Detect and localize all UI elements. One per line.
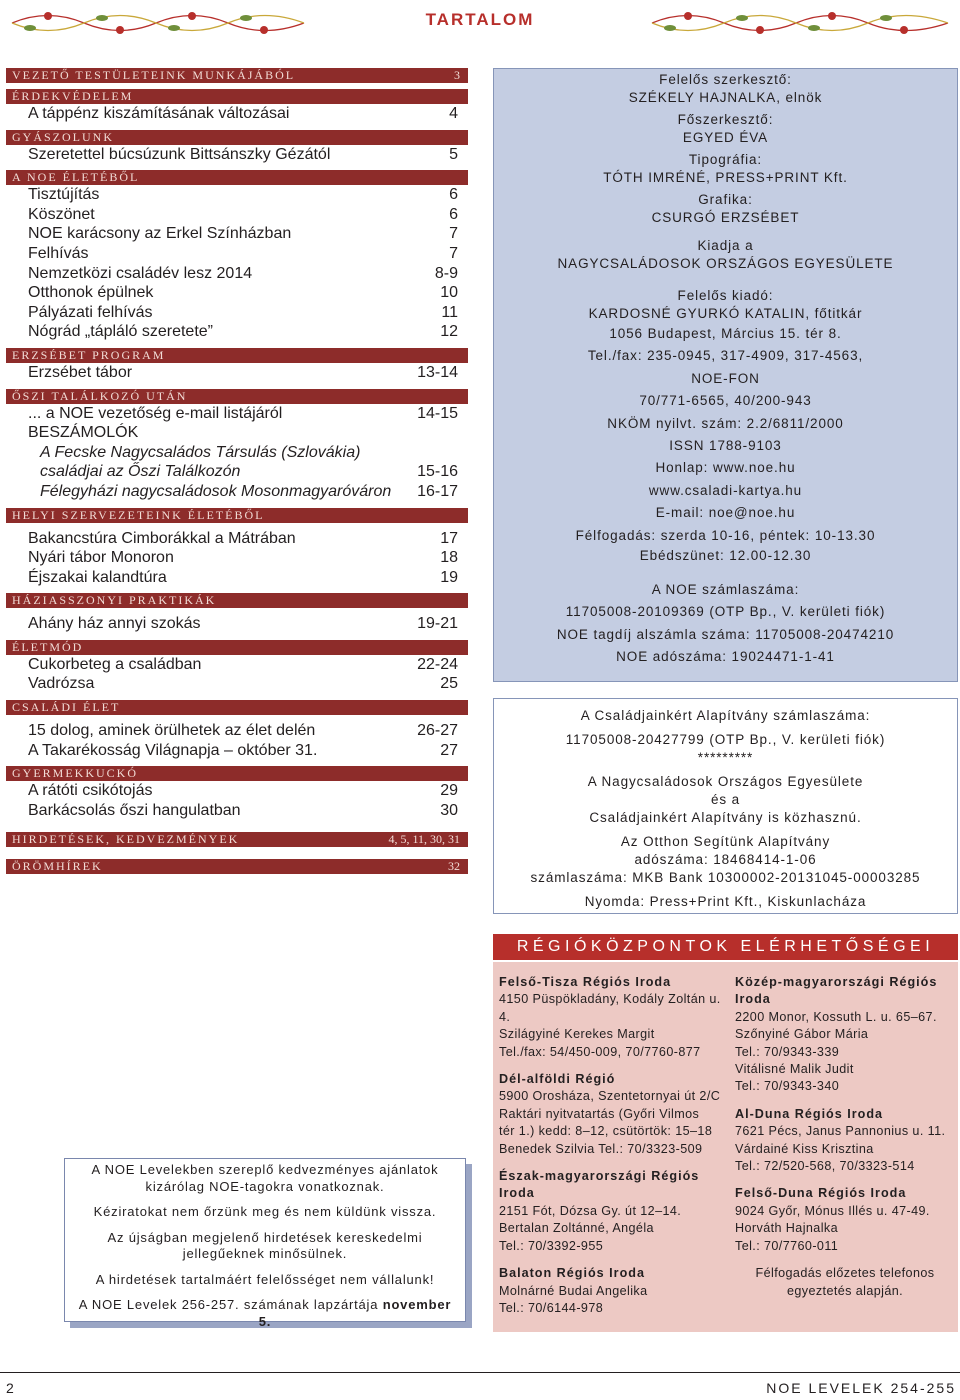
item-title: ... a NOE vezetőség e-mail listájáról (28, 404, 283, 422)
item-title: Nyári tábor Monoron (28, 549, 174, 567)
item-title: A táppénz kiszámításának változásai (28, 105, 290, 122)
info-line: Nyomda: Press+Print Kft., Kiskunlacháza (584, 894, 867, 909)
floral-ornament-left (8, 6, 308, 40)
toc-item[interactable] (6, 482, 468, 502)
info-line: és a (710, 792, 741, 807)
item-page: 11 (441, 303, 458, 321)
info-line: CSURGÓ ERZSÉBET (651, 210, 800, 225)
item-title: A rátóti csikótojás (28, 782, 153, 800)
regional-office (499, 1168, 725, 1255)
office-line: Tel./fax: 54/450-009, 70/7760-877 (499, 1044, 701, 1059)
regional-offices-box (493, 962, 958, 1332)
item-title: Felhívás (28, 244, 89, 262)
info-line: 11705008-20427799 (OTP Bp., V. kerületi fiók) (565, 732, 886, 747)
page-title: TARTALOM (425, 10, 535, 29)
office-line: Tel.: 70/3392-955 (499, 1238, 604, 1253)
toc-item[interactable] (6, 264, 468, 284)
toc-item[interactable] (6, 655, 468, 675)
section-title: HELYI SZERVEZETEINK ÉLETÉBŐL (12, 507, 265, 522)
toc-section[interactable] (6, 859, 468, 874)
info-line: NOE tagdíj alszámla száma: 11705008-20474210 (556, 626, 895, 642)
office-name: Felső-Duna Régiós Iroda (735, 1186, 907, 1201)
item-page: 7 (449, 244, 458, 262)
office-line: Vitálisné Malik Judit (735, 1062, 854, 1077)
floral-ornament-right (648, 6, 952, 40)
item-title: Köszönet (28, 205, 95, 223)
notice-text: Kéziratokat nem őrzünk meg és nem küldünk vissza. (93, 1204, 437, 1219)
item-page: 19 (440, 568, 458, 586)
info-line: Az Otthon Segítünk Alapítvány (620, 834, 831, 849)
publication-name: NOE LEVELEK 254-255 (766, 1380, 956, 1396)
info-line: Tel./fax: 235-0945, 317-4909, 317-4563, (587, 348, 864, 364)
item-page: 16-17 (417, 482, 458, 500)
office-line: Tel.: 72/520-568, 70/3323-514 (735, 1159, 915, 1174)
item-page: 17 (440, 529, 458, 547)
regional-office (499, 1071, 725, 1158)
info-line: www.csaladi-kartya.hu (648, 482, 803, 498)
toc-item[interactable] (6, 443, 468, 463)
item-page: 5 (449, 145, 458, 163)
regional-offices-title: RÉGIÓKÖZPONTOK ELÉRHETŐSÉGEI (493, 934, 958, 960)
item-title: Vadrózsa (28, 675, 95, 693)
section-title: HÁZIASSZONYI PRAKTIKÁK (12, 593, 217, 608)
office-line: 2151 Fót, Dózsa Gy. út 12–14. (499, 1203, 682, 1218)
item-title: Bakancstúra Cimborákkal a Mátrában (28, 529, 296, 547)
item-page: 19-21 (417, 615, 458, 633)
info-line: SZÉKELY HAJNALKA, elnök (628, 90, 823, 105)
toc-item[interactable] (6, 145, 468, 165)
office-line: Raktári nyitvatartás (Győri Vilmos (499, 1106, 700, 1121)
toc-item[interactable] (6, 322, 468, 342)
toc-section[interactable] (6, 89, 468, 104)
info-line: TÓTH IMRÉNÉ, PRESS+PRINT Kft. (603, 170, 848, 185)
toc-item[interactable] (6, 205, 468, 225)
info-line: Ebédszünet: 12.00-12.30 (639, 548, 812, 564)
editorial-info-box (493, 68, 958, 682)
section-title: CSALÁDI ÉLET (12, 700, 121, 715)
item-page: 13-14 (417, 363, 458, 381)
toc-item[interactable] (6, 614, 468, 634)
section-page: 32 (448, 859, 460, 874)
toc-item[interactable] (6, 781, 468, 801)
info-line: Tipográfia: (688, 152, 763, 167)
office-line: 2200 Monor, Kossuth L. u. 65–67. (735, 1009, 937, 1024)
notice-text: Az újságban megjelenő hirdetések kereskedelmi jellegűeknek minősülnek. (107, 1229, 423, 1261)
item-page: 26-27 (417, 722, 458, 740)
toc-item[interactable] (6, 283, 468, 303)
toc-item[interactable] (6, 548, 468, 568)
office-line: Bertalan Zoltánné, Angéla (499, 1221, 654, 1236)
section-page: 3 (454, 68, 460, 82)
section-title: GYÁSZOLUNK (12, 129, 114, 144)
office-name: Felső-Tisza Régiós Iroda (499, 975, 672, 989)
section-title: ŐSZI TALÁLKOZÓ UTÁN (12, 388, 188, 403)
item-title: Pályázati felhívás (28, 303, 153, 321)
toc-item[interactable] (6, 423, 468, 443)
info-line: NOE adószáma: 19024471-1-41 (616, 649, 835, 665)
info-line: Felelős kiadó: (677, 288, 774, 303)
regional-column-right (735, 974, 955, 1300)
info-line: NOE-FON (691, 370, 760, 386)
item-title: Szeretettel búcsúzunk Bittsánszky Gézától (28, 145, 331, 163)
office-name: Balaton Régiós Iroda (499, 1266, 645, 1281)
info-line: E-mail: noe@noe.hu (655, 505, 796, 521)
regional-office (735, 1106, 955, 1176)
office-line: Benedek Szilvia Tel.: 70/3323-509 (499, 1141, 703, 1156)
info-line: A Nagycsaládosok Országos Egyesülete (587, 774, 864, 789)
item-title: Erzsébet tábor (28, 363, 133, 381)
toc-item[interactable] (6, 462, 468, 482)
info-line: Felelős szerkesztő: (659, 72, 792, 87)
regional-office (499, 1265, 725, 1317)
info-line: NKÖM nyilvt. szám: 2.2/6811/2000 (607, 415, 844, 431)
section-title: ERZSÉBET PROGRAM (12, 347, 166, 362)
office-line: Tel.: 70/9343-340 (735, 1079, 840, 1094)
item-title: családjai az Őszi Találkozón (40, 463, 241, 481)
toc-section[interactable] (6, 389, 468, 404)
office-line: Tel.: 70/7760-011 (735, 1238, 839, 1253)
toc-section[interactable] (6, 170, 468, 185)
foundation-info-box (493, 698, 958, 914)
item-title: NOE karácsony az Erkel Színházban (28, 225, 292, 243)
item-page: 18 (440, 549, 458, 567)
page-number: 2 (6, 1380, 14, 1396)
section-title: ÉRDEKVÉDELEM (12, 89, 134, 103)
office-name: Dél-alföldi Régió (499, 1072, 616, 1087)
office-line: 7621 Pécs, Janus Pannonius u. 11. (735, 1124, 946, 1139)
regional-column-left (499, 974, 725, 1327)
item-title: Nógrád „tápláló szeretete” (28, 323, 213, 341)
info-line: KARDOSNÉ GYURKÓ KATALIN, főtitkár (588, 306, 863, 321)
item-title: A Takarékosság Világnapja – október 31. (28, 741, 318, 759)
info-line: NAGYCSALÁDOSOK ORSZÁGOS EGYESÜLETE (557, 256, 894, 271)
deadline-prefix: A NOE Levelek 256-257. számának lapzártája (78, 1297, 379, 1312)
info-line: A Családjainkért Alapítvány számlaszáma: (580, 708, 871, 723)
toc-section[interactable] (6, 832, 468, 847)
notice-box (64, 1158, 466, 1329)
office-line: 5900 Orosháza, Szentetornyai út 2/C (499, 1089, 721, 1104)
toc-item[interactable] (6, 303, 468, 323)
toc-section[interactable] (6, 766, 468, 781)
info-line: Kiadja a (697, 238, 754, 253)
item-title: 15 dolog, aminek örülhetek az élet delén (28, 722, 316, 740)
info-line: adószáma: 18468414-1-06 (634, 852, 817, 867)
item-title: BESZÁMOLÓK (28, 424, 139, 442)
item-page: 7 (449, 225, 458, 243)
toc-item[interactable] (6, 224, 468, 244)
deadline-date: november 5. (258, 1297, 452, 1329)
office-line: tér 1.) kedd: 8–12, csütörtök: 15–18 (499, 1124, 713, 1139)
toc-item[interactable] (6, 721, 468, 741)
toc-section[interactable] (6, 130, 468, 145)
office-line: Molnárné Budai Angelika (499, 1283, 648, 1298)
section-title: ÉLETMÓD (12, 639, 84, 654)
table-of-contents (6, 68, 468, 874)
office-line: Szőnyiné Gábor Mária (735, 1027, 869, 1042)
office-line: Várdainé Kiss Krisztina (735, 1141, 874, 1156)
office-line: Tel.: 70/6144-978 (499, 1300, 604, 1315)
item-page: 14-15 (417, 404, 458, 422)
toc-item[interactable] (6, 801, 468, 821)
item-page: 8-9 (434, 264, 458, 282)
notice-text: A hirdetések tartalmáért felelősséget nem vállalunk! (95, 1271, 435, 1287)
toc-item[interactable] (6, 529, 468, 549)
item-title: Tisztújítás (28, 186, 100, 204)
office-name: Közép-magyarországi Régiós Iroda (735, 975, 938, 1007)
office-line: 9024 Győr, Mónus Illés u. 47-49. (735, 1203, 930, 1218)
section-page: 4, 5, 11, 30, 31 (388, 832, 460, 847)
toc-item[interactable] (6, 674, 468, 694)
office-line: Szilágyiné Kerekes Margit (499, 1027, 655, 1042)
info-line: ISSN 1788-9103 (669, 438, 782, 454)
toc-section[interactable] (6, 508, 468, 523)
item-page: 25 (440, 675, 458, 693)
toc-item[interactable] (6, 104, 468, 124)
item-title: A Fecske Nagycsaládos Társulás (Szlovákia) (40, 443, 361, 461)
info-line: Családjainkért Alapítvány is közhasznú. (589, 810, 862, 825)
office-line: 4150 Püspökladány, Kodály Zoltán u. 4. (499, 992, 721, 1024)
item-title: Cukorbeteg a családban (28, 655, 202, 673)
office-hours-note: Félfogadás előzetes telefonos egyeztetés alapján. (755, 1266, 935, 1298)
regional-office (499, 974, 725, 1061)
info-line: EGYED ÉVA (682, 130, 769, 145)
regional-office (735, 1185, 955, 1255)
info-line: A NOE számlaszáma: (651, 582, 800, 598)
toc-item[interactable] (6, 741, 468, 761)
item-title: Éjszakai kalandtúra (28, 568, 167, 586)
item-page: 4 (449, 105, 458, 122)
office-name: Észak-magyarországi Régiós Iroda (499, 1169, 700, 1201)
info-line: 11705008-20109369 (OTP Bp., V. kerületi fiók) (565, 604, 886, 620)
item-page: 10 (440, 284, 458, 302)
separator: ********* (697, 750, 754, 765)
regional-office (735, 974, 955, 1096)
toc-item[interactable] (6, 244, 468, 264)
item-page: 6 (449, 205, 458, 223)
toc-section[interactable] (6, 68, 468, 83)
section-title: ÖRÖMHÍREK (12, 859, 103, 874)
office-line: Tel.: 70/9343-339 (735, 1044, 840, 1059)
section-title: HIRDETÉSEK, KEDVEZMÉNYEK (12, 832, 240, 847)
item-page: 22-24 (417, 655, 458, 673)
toc-item[interactable] (6, 363, 468, 383)
item-page: 15-16 (417, 463, 458, 481)
info-line: Főszerkesztő: (677, 112, 774, 127)
toc-section[interactable] (6, 593, 468, 608)
toc-item[interactable] (6, 185, 468, 205)
section-title: VEZETŐ TESTÜLETEINK MUNKÁJÁBÓL (12, 68, 296, 82)
toc-section[interactable] (6, 348, 468, 363)
notice-text: A NOE Levelekben szereplő kedvezményes ajánlatok kizárólag NOE-tagokra vonatkoznak. (91, 1162, 439, 1194)
item-page: 12 (440, 323, 458, 341)
footer-divider (0, 1372, 960, 1373)
info-line: Félfogadás: szerda 10-16, péntek: 10-13.30 (575, 527, 876, 543)
deadline-line (75, 1297, 455, 1330)
section-title: A NOE ÉLETÉBŐL (12, 170, 140, 185)
toc-section[interactable] (6, 700, 468, 715)
item-title: Nemzetközi családév lesz 2014 (28, 264, 253, 282)
item-page: 6 (449, 186, 458, 204)
toc-item[interactable] (6, 404, 468, 424)
info-line: 70/771-6565, 40/200-943 (639, 393, 812, 409)
item-title: Otthonok épülnek (28, 284, 154, 302)
toc-section[interactable] (6, 640, 468, 655)
item-title: Félegyházi nagycsaládosok Mosonmagyaróváron (40, 482, 392, 500)
item-title: Ahány ház annyi szokás (28, 615, 201, 633)
item-page: 27 (440, 741, 458, 759)
item-page: 29 (440, 782, 458, 800)
section-title: GYERMEKKUCKÓ (12, 766, 138, 781)
office-line: Horváth Hajnalka (735, 1221, 838, 1236)
info-line: Honlap: www.noe.hu (655, 460, 796, 476)
info-line: Grafika: (698, 192, 753, 207)
office-name: Al-Duna Régiós Iroda (735, 1106, 884, 1121)
info-line: 1056 Budapest, Március 15. tér 8. (609, 326, 842, 341)
item-page: 30 (440, 801, 458, 819)
info-line: számlaszáma: MKB Bank 10300002-20131045-00003285 (530, 870, 921, 885)
item-title: Barkácsolás őszi hangulatban (28, 801, 241, 819)
toc-item[interactable] (6, 568, 468, 588)
